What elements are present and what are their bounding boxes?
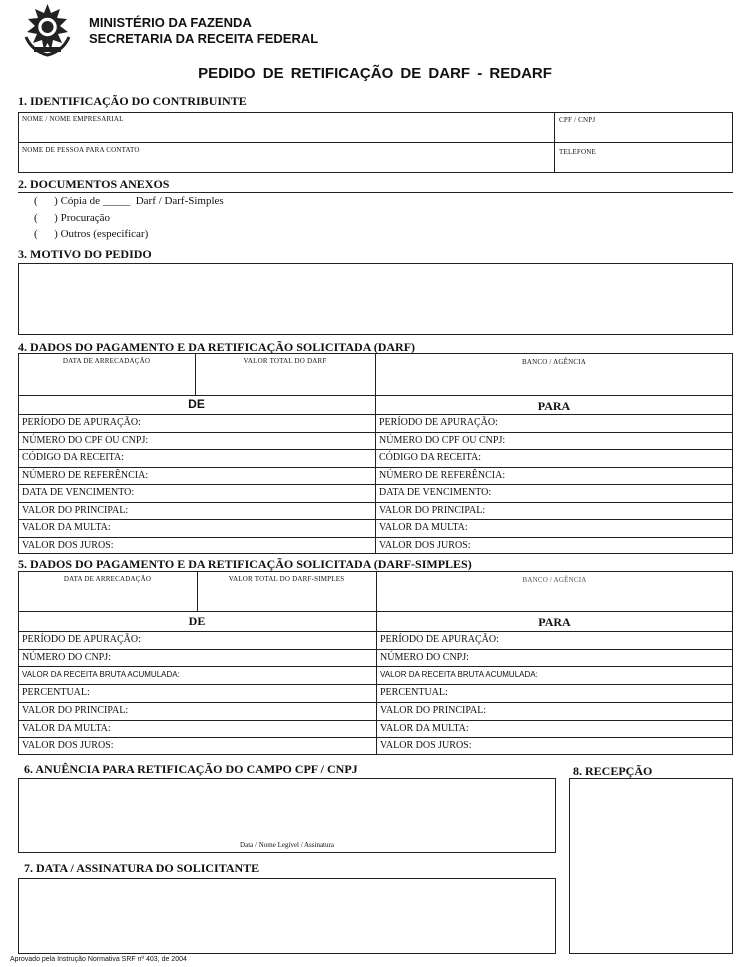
section-4-title: 4. DADOS DO PAGAMENTO E DA RETIFICAÇÃO SOLICITADA (DARF) bbox=[18, 340, 416, 354]
s4-de-row[interactable]: DATA DE VENCIMENTO: bbox=[22, 487, 135, 498]
s5-valor-total-field[interactable] bbox=[198, 584, 375, 610]
s4-de-row[interactable]: VALOR DOS JUROS: bbox=[22, 539, 114, 551]
s4-de-row[interactable]: NÚMERO DO CPF OU CNPJ: bbox=[22, 434, 149, 446]
form-title: PEDIDO DE RETIFICAÇÃO DE DARF - REDARF bbox=[198, 65, 552, 82]
cpf-cnpj-field[interactable] bbox=[555, 113, 732, 141]
section-2-title: 2. DOCUMENTOS ANEXOS bbox=[18, 177, 170, 191]
s5-de-row[interactable]: PERCENTUAL: bbox=[22, 687, 90, 699]
s5-de-row[interactable]: NÚMERO DO CNPJ: bbox=[22, 651, 111, 663]
telefone-field[interactable] bbox=[555, 143, 732, 172]
s5-para-row[interactable]: VALOR DA MULTA: bbox=[380, 722, 469, 734]
s4-de-row[interactable]: NÚMERO DE REFERÊNCIA: bbox=[22, 469, 149, 481]
ministry-name: MINISTÉRIO DA FAZENDA bbox=[89, 15, 252, 30]
s5-de-header: DE bbox=[188, 614, 206, 628]
telefone-label: TELEFONE bbox=[559, 148, 596, 156]
s5-de-row[interactable]: VALOR DA MULTA: bbox=[22, 722, 111, 734]
s4-data-arrecadacao-field[interactable] bbox=[19, 366, 194, 394]
nome-empresarial-field[interactable] bbox=[19, 113, 553, 141]
s5-para-row[interactable]: NÚMERO DO CNPJ: bbox=[380, 651, 469, 663]
s5-para-header: PARA bbox=[538, 615, 571, 629]
contato-label: NOME DE PESSOA PARA CONTATO bbox=[22, 146, 140, 154]
s4-para-row[interactable]: VALOR DO PRINCIPAL: bbox=[379, 504, 486, 516]
s5-banco-agencia-label: BANCO / AGÊNCIA bbox=[522, 576, 587, 584]
s4-de-row[interactable]: VALOR DO PRINCIPAL: bbox=[22, 504, 129, 516]
s4-para-row[interactable]: CÓDIGO DA RECEITA: bbox=[379, 452, 481, 463]
s4-banco-agencia-field[interactable] bbox=[376, 367, 732, 394]
section-5-title: 5. DADOS DO PAGAMENTO E DA RETIFICAÇÃO SOLICITADA (DARF-SIMPLES) bbox=[18, 557, 472, 571]
s4-para-row[interactable]: PERÍODO DE APURAÇÃO: bbox=[379, 417, 498, 428]
section-6-title: 6. ANUÊNCIA PARA RETIFICAÇÃO DO CAMPO CPF / CNPJ bbox=[24, 762, 358, 776]
s4-de-row[interactable]: CÓDIGO DA RECEITA: bbox=[22, 452, 124, 463]
s4-para-header: PARA bbox=[537, 399, 571, 413]
motivo-field[interactable] bbox=[18, 263, 733, 335]
anuencia-caption: Data / Nome Legível / Assinatura bbox=[240, 841, 334, 849]
section-8-title: 8. RECEPÇÃO bbox=[573, 764, 653, 778]
s5-de-row[interactable]: VALOR DO PRINCIPAL: bbox=[22, 704, 129, 716]
s5-para-row[interactable]: PERCENTUAL: bbox=[380, 687, 448, 699]
doc-copia-checkbox[interactable]: ( ) Cópia de _____ Darf / Darf-Simples bbox=[34, 195, 224, 207]
section-7-title: 7. DATA / ASSINATURA DO SOLICITANTE bbox=[24, 861, 260, 875]
s5-valor-total-label: VALOR TOTAL DO DARF-SIMPLES bbox=[228, 575, 345, 583]
footer-approval: Aprovado pela Instrução Normativa SRF nº 403, de 2004 bbox=[10, 956, 187, 963]
s5-de-row[interactable]: VALOR DOS JUROS: bbox=[22, 740, 114, 752]
s4-de-header: DE bbox=[188, 397, 205, 411]
section-3-title: 3. MOTIVO DO PEDIDO bbox=[18, 247, 152, 261]
s4-data-arrecadacao-label: DATA DE ARRECADAÇÃO bbox=[62, 357, 151, 365]
s4-de-row[interactable]: VALOR DA MULTA: bbox=[22, 522, 111, 533]
cpf-cnpj-label: CPF / CNPJ bbox=[559, 116, 596, 124]
s5-para-row[interactable]: PERÍODO DE APURAÇÃO: bbox=[380, 634, 499, 645]
recepcao-field[interactable] bbox=[569, 778, 733, 954]
contato-field[interactable] bbox=[19, 143, 553, 172]
s5-banco-agencia-field[interactable] bbox=[377, 584, 732, 610]
s4-banco-agencia-label: BANCO / AGÊNCIA bbox=[521, 358, 587, 366]
s5-data-arrecadacao-field[interactable] bbox=[19, 584, 196, 610]
s4-valor-total-label: VALOR TOTAL DO DARF bbox=[243, 357, 327, 365]
s4-para-row[interactable]: DATA DE VENCIMENTO: bbox=[379, 487, 492, 498]
s5-para-row[interactable]: VALOR DA RECEITA BRUTA ACUMULADA: bbox=[380, 670, 538, 680]
s5-para-row[interactable]: VALOR DO PRINCIPAL: bbox=[380, 704, 487, 716]
s5-de-row[interactable]: PERÍODO DE APURAÇÃO: bbox=[22, 634, 141, 645]
brasao-emblem bbox=[20, 3, 75, 58]
s4-para-row[interactable]: NÚMERO DO CPF OU CNPJ: bbox=[379, 434, 506, 446]
s5-data-arrecadacao-label: DATA DE ARRECADAÇÃO bbox=[63, 575, 152, 583]
s5-de-row[interactable]: VALOR DA RECEITA BRUTA ACUMULADA: bbox=[22, 670, 180, 680]
s4-de-row[interactable]: PERÍODO DE APURAÇÃO: bbox=[22, 417, 141, 428]
assinatura-field[interactable] bbox=[18, 878, 556, 954]
s4-valor-total-field[interactable] bbox=[196, 366, 374, 394]
section-1-title: 1. IDENTIFICAÇÃO DO CONTRIBUINTE bbox=[18, 94, 247, 108]
s4-para-row[interactable]: VALOR DA MULTA: bbox=[379, 522, 468, 533]
doc-outros-checkbox[interactable]: ( ) Outros (especificar) bbox=[34, 228, 149, 240]
s4-para-row[interactable]: VALOR DOS JUROS: bbox=[379, 539, 471, 551]
nome-empresarial-label: NOME / NOME EMPRESARIAL bbox=[22, 115, 124, 123]
doc-procuracao-checkbox[interactable]: ( ) Procuração bbox=[34, 212, 111, 224]
secretariat-name: SECRETARIA DA RECEITA FEDERAL bbox=[89, 31, 319, 46]
s5-para-row[interactable]: VALOR DOS JUROS: bbox=[380, 740, 472, 752]
s4-para-row[interactable]: NÚMERO DE REFERÊNCIA: bbox=[379, 469, 506, 481]
